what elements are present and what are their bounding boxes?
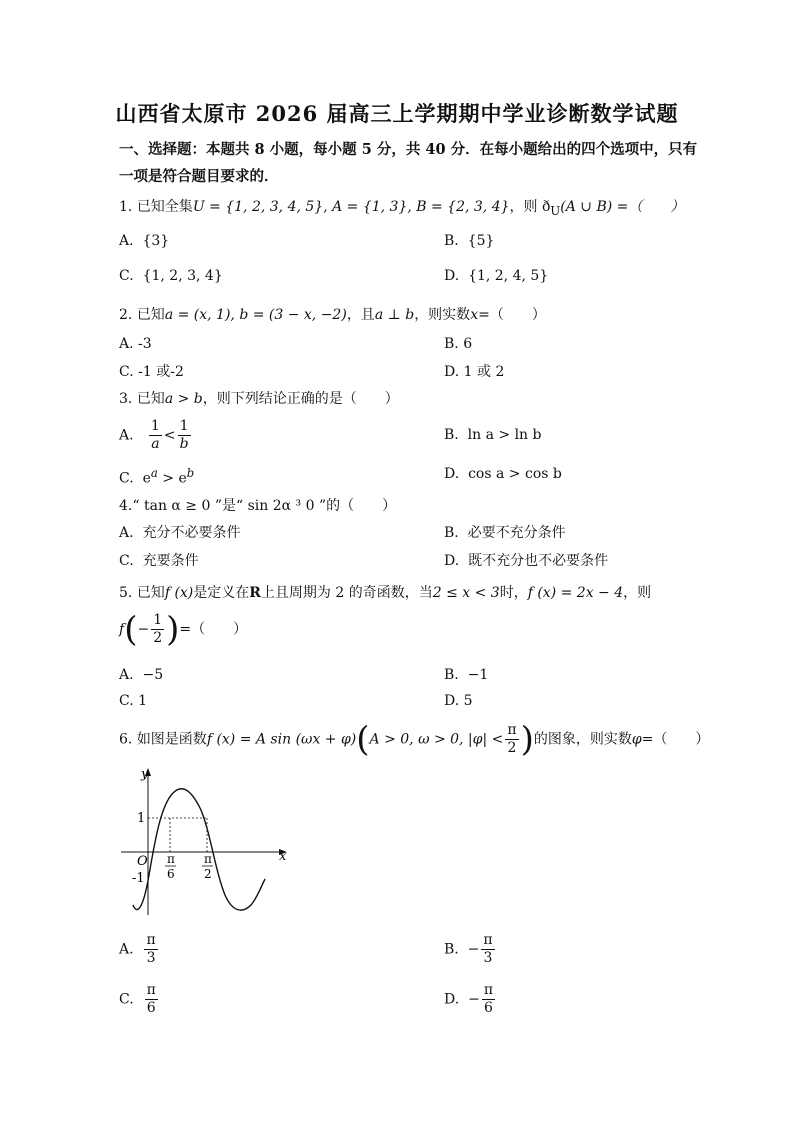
exponent: a <box>150 466 158 480</box>
question-number: 3. <box>119 391 133 407</box>
question-number: 6. <box>119 731 133 748</box>
question-text: 是定义在 <box>193 585 250 601</box>
paren-left: ( <box>356 719 370 760</box>
question-text: =（ ） <box>179 621 248 638</box>
option-label: B. <box>444 336 459 352</box>
option-text: -1 或-2 <box>138 364 184 380</box>
question-text: ，且 <box>346 307 375 323</box>
question-math: f (x) <box>164 585 194 601</box>
question-text: ，则 <box>623 585 652 601</box>
question-text: =（ ） <box>641 731 710 748</box>
tick-label-pi6-den: 6 <box>167 867 175 881</box>
denominator: 2 <box>153 630 163 646</box>
numerator: π <box>483 982 494 998</box>
option-text: 1 或 2 <box>463 364 505 380</box>
question-text: ，则 <box>509 199 538 215</box>
q4-option-c[interactable] <box>119 550 199 570</box>
denominator: 6 <box>483 1000 493 1016</box>
q5-option-d[interactable] <box>444 693 473 709</box>
question-text: 已知 <box>136 307 165 323</box>
fraction <box>505 722 518 757</box>
question-5-line2 <box>119 609 248 650</box>
question-text: ，则下列结论正确的是（ ） <box>202 391 399 407</box>
option-label: A. <box>119 525 134 541</box>
option-text: −1 <box>467 667 489 683</box>
question-math: 2 ≤ x < 3 <box>432 585 500 601</box>
question-text: 的图象，则实数 <box>533 731 632 748</box>
q2-option-b[interactable] <box>444 336 472 352</box>
option-text: {5} <box>467 233 495 249</box>
fraction <box>151 612 164 647</box>
numerator: π <box>507 722 517 738</box>
option-label: A. <box>119 427 134 444</box>
question-4 <box>119 495 396 515</box>
option-text: 既不充分也不必要条件 <box>468 553 609 569</box>
q1-option-c[interactable] <box>119 268 223 284</box>
option-label: C. <box>119 991 134 1008</box>
question-1 <box>119 196 684 218</box>
q4-option-a[interactable] <box>119 522 240 542</box>
numerator: π <box>146 982 156 998</box>
option-label: B. <box>444 233 459 249</box>
denominator: 3 <box>483 950 493 966</box>
q5-option-b[interactable] <box>444 667 488 683</box>
denominator: 3 <box>146 950 156 966</box>
exponent: b <box>186 466 195 480</box>
numerator: 1 <box>178 418 191 436</box>
y-axis-label: y <box>141 767 149 782</box>
paren-right: ) <box>520 719 534 760</box>
q4-option-b[interactable] <box>444 522 566 542</box>
option-label: A. <box>119 336 134 352</box>
real-numbers-symbol: R <box>249 585 261 601</box>
question-text: 已知 <box>136 585 165 601</box>
option-text: {3} <box>142 233 170 249</box>
question-number: 4. <box>119 498 133 514</box>
question-math: f (x) = 2x − 4 <box>527 585 624 601</box>
option-text: 充分不必要条件 <box>142 525 241 541</box>
question-text: 如图是函数 <box>136 731 207 748</box>
question-text: 已知全集 <box>136 199 193 215</box>
option-text: 1 <box>138 693 148 709</box>
q1-option-a[interactable] <box>119 233 169 249</box>
option-text: {1, 2, 3, 4} <box>142 268 223 284</box>
question-text: =（ ） <box>478 307 546 323</box>
option-text: 必要不充分条件 <box>467 525 566 541</box>
paren-right: ) <box>166 609 180 650</box>
question-text: 已知 <box>136 391 165 407</box>
q6-option-d[interactable] <box>444 982 497 1017</box>
option-label: B. <box>444 667 459 683</box>
option-label: C. <box>119 553 134 569</box>
question-math: A > 0, ω > 0, |φ| < <box>369 731 504 748</box>
option-label: A. <box>119 667 134 683</box>
tick-label-pi2-num: π <box>204 852 212 866</box>
option-label: B. <box>444 941 459 958</box>
question-5 <box>119 582 651 602</box>
option-text: > e <box>157 470 187 487</box>
tick-label-1: 1 <box>137 811 146 826</box>
q6-option-b[interactable] <box>444 932 497 967</box>
question-math: U = {1, 2, 3, 4, 5}, A = {1, 3}, B = {2, 3, 4} <box>192 199 510 215</box>
x-axis-label: x <box>279 849 287 864</box>
option-label: D. <box>444 466 460 482</box>
question-text: 时， <box>499 585 528 601</box>
question-number: 1. <box>119 199 133 215</box>
question-math: a > b <box>164 391 203 407</box>
q6-option-c[interactable] <box>119 982 160 1017</box>
option-label: C. <box>119 364 134 380</box>
option-text: cos a > cos b <box>468 466 562 482</box>
option-label: D. <box>444 553 460 569</box>
numerator: 1 <box>153 612 163 628</box>
option-label: C. <box>119 268 134 284</box>
tick-label-neg1: -1 <box>132 871 145 886</box>
numerator: π <box>483 932 493 948</box>
option-text: -3 <box>138 336 152 352</box>
question-math: f (x) = A sin (ωx + φ) <box>206 731 357 748</box>
fraction <box>145 982 158 1017</box>
q2-option-d[interactable] <box>444 361 504 381</box>
paren-left: ( <box>124 609 138 650</box>
q1-option-b[interactable] <box>444 233 494 249</box>
sine-curve <box>133 789 265 910</box>
denominator: a <box>151 436 160 452</box>
fraction <box>144 932 157 967</box>
section-instructions-line2: 一项是符合题目要求的． <box>119 168 279 185</box>
option-text: {1, 2, 4, 5} <box>468 268 549 284</box>
complement-symbol: ð <box>541 199 551 215</box>
numerator: π <box>146 932 156 948</box>
fraction <box>481 932 494 967</box>
option-text: 5 <box>463 693 473 709</box>
question-number: 2. <box>119 307 133 323</box>
question-6 <box>119 719 710 760</box>
option-text: −5 <box>142 667 164 683</box>
sine-graph <box>115 765 295 920</box>
option-label: C. <box>119 470 134 487</box>
section-instructions-line1: 一、选择题：本题共 8 小题，每小题 5 分，共 40 分．在每小题给出的四个选项中，只有 <box>119 141 698 158</box>
question-2 <box>119 304 546 324</box>
question-math: f <box>119 621 125 638</box>
page-title: 山西省太原市 2026 届高三上学期期中学业诊断数学试题 <box>115 101 679 126</box>
question-math: a = (x, 1), b = (3 − x, −2) <box>164 307 347 323</box>
denominator: b <box>179 436 189 452</box>
option-text: ln a > ln b <box>467 427 542 443</box>
q2-option-a[interactable] <box>119 336 152 352</box>
q6-option-a[interactable] <box>119 932 160 967</box>
denominator: 6 <box>146 1000 156 1016</box>
q2-option-c[interactable] <box>119 361 184 381</box>
option-label: A. <box>119 233 134 249</box>
option-label: B. <box>444 525 459 541</box>
option-text: 6 <box>463 336 473 352</box>
question-text: “ tan α ≥ 0 ”是“ sin 2α ³ 0 ”的（ ） <box>132 498 397 514</box>
question-math: a ⊥ b <box>374 307 415 323</box>
complement-subscript: U <box>550 203 561 218</box>
option-text: 充要条件 <box>142 553 199 569</box>
fraction <box>482 982 495 1017</box>
numerator: 1 <box>150 418 160 434</box>
q1-option-d[interactable] <box>444 268 548 284</box>
option-text: − <box>467 941 480 958</box>
tick-label-pi6-num: π <box>167 852 175 866</box>
option-label: D. <box>444 268 460 284</box>
question-text: 上且周期为 2 的奇函数，当 <box>260 585 433 601</box>
fraction <box>178 418 191 453</box>
denominator: 2 <box>507 740 517 756</box>
origin-label: O <box>137 854 148 869</box>
q3-option-a[interactable]: A. $\frac{1}{a}$ < $\frac{1}{b}$ <box>119 418 189 452</box>
option-label: D. <box>444 364 460 380</box>
q5-option-c[interactable] <box>119 693 147 709</box>
question-math: φ <box>631 731 642 748</box>
question-math: x <box>470 307 479 323</box>
q3-option-d[interactable] <box>444 466 562 482</box>
question-number: 5. <box>119 585 133 601</box>
option-text: − <box>468 991 480 1008</box>
question-3 <box>119 388 399 408</box>
option-label: D. <box>444 991 460 1008</box>
q4-option-d[interactable] <box>444 550 608 570</box>
q3-option-b[interactable] <box>444 427 541 443</box>
option-text: e <box>142 470 151 487</box>
option-label: B. <box>444 427 459 443</box>
option-label: A. <box>119 941 134 958</box>
q5-option-a[interactable] <box>119 667 163 683</box>
option-label: C. <box>119 693 134 709</box>
option-label: D. <box>444 693 460 709</box>
question-math: (A ∪ B) =（ ） <box>560 199 685 215</box>
question-math: − <box>137 621 150 638</box>
tick-label-pi2-den: 2 <box>204 867 212 881</box>
question-text: ，则实数 <box>414 307 471 323</box>
q3-option-c[interactable] <box>119 466 194 487</box>
fraction <box>149 418 162 453</box>
